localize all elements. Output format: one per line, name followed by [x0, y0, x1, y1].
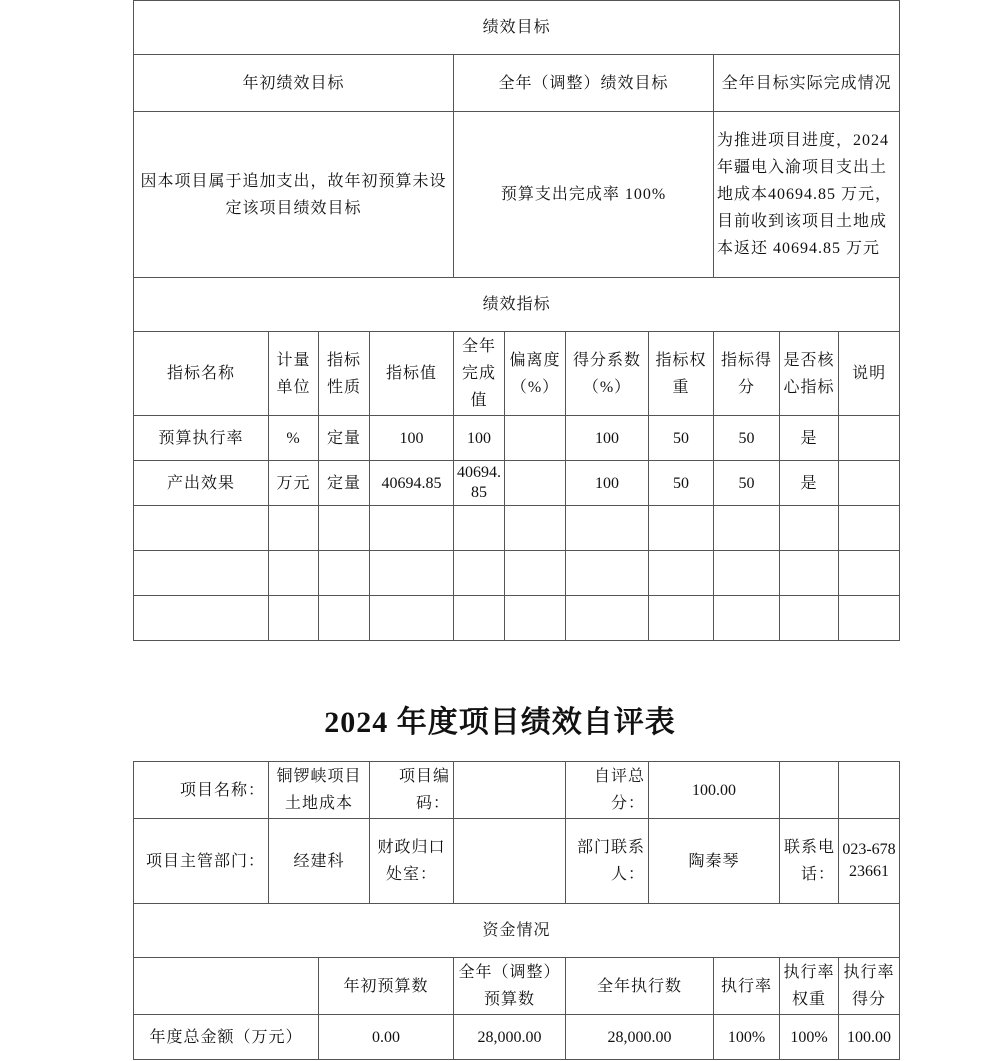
funds-row	[134, 1015, 900, 1060]
contact-label: 部门联系人：	[566, 819, 649, 904]
indicators-section-title: 绩效指标	[134, 278, 900, 332]
funds-header: 全年（调整）预算数	[454, 958, 566, 1015]
indicator-cell: 40694.85	[370, 461, 454, 506]
indicator-cell: %	[269, 416, 319, 461]
goals-initial-text: 因本项目属于追加支出，故年初预算未设定该项目绩效目标	[134, 112, 454, 278]
project-code-label: 项目编码：	[370, 762, 454, 819]
project-name-label: 项目名称：	[134, 762, 269, 819]
indicator-cell: 50	[649, 461, 714, 506]
phone-value: 023-67823661	[839, 819, 900, 904]
indicator-cell: 万元	[269, 461, 319, 506]
indicator-cell: 100	[566, 461, 649, 506]
indicator-row-empty	[134, 506, 900, 551]
contact-value: 陶秦琴	[649, 819, 780, 904]
indicator-cell: 100	[370, 416, 454, 461]
funds-header: 执行率	[714, 958, 780, 1015]
indicator-cell	[839, 416, 900, 461]
funds-cell: 100%	[780, 1015, 839, 1060]
indicator-cell	[505, 461, 566, 506]
finance-office-label: 财政归口处室：	[370, 819, 454, 904]
goals-header-adjusted: 全年（调整）绩效目标	[454, 55, 714, 112]
funds-cell: 100%	[714, 1015, 780, 1060]
goals-header-initial: 年初绩效目标	[134, 55, 454, 112]
indicator-header: 得分系数（%）	[566, 332, 649, 416]
indicator-header: 计量单位	[269, 332, 319, 416]
empty-cell	[780, 762, 839, 819]
indicator-header: 指标值	[370, 332, 454, 416]
indicator-cell: 100	[454, 416, 505, 461]
performance-goals-table	[133, 0, 900, 641]
funds-cell: 28,000.00	[566, 1015, 714, 1060]
funds-cell: 0.00	[319, 1015, 454, 1060]
goals-adjusted-text: 预算支出完成率 100%	[454, 112, 714, 278]
score-value: 100.00	[649, 762, 780, 819]
indicator-header: 说明	[839, 332, 900, 416]
goals-actual-text: 为推进项目进度，2024 年疆电入渝项目支出土地成本40694.85 万元，目前收到该项目土地成本返还 40694.85 万元	[714, 112, 900, 278]
project-code-value	[454, 762, 566, 819]
indicator-row	[134, 461, 900, 506]
indicator-header: 指标权重	[649, 332, 714, 416]
indicator-cell: 定量	[319, 416, 370, 461]
indicator-header: 全年完成值	[454, 332, 505, 416]
indicator-cell	[839, 461, 900, 506]
indicator-cell: 50	[714, 461, 780, 506]
indicator-cell: 预算执行率	[134, 416, 269, 461]
indicator-row-empty	[134, 551, 900, 596]
indicator-header: 指标名称	[134, 332, 269, 416]
empty-cell	[839, 762, 900, 819]
dept-label: 项目主管部门：	[134, 819, 269, 904]
funds-cell: 100.00	[839, 1015, 900, 1060]
funds-cell: 年度总金额（万元）	[134, 1015, 319, 1060]
funds-section-title: 资金情况	[134, 904, 900, 958]
report-title: 2024 年度项目绩效自评表	[324, 706, 676, 739]
indicator-row-empty	[134, 596, 900, 641]
funds-header: 年初预算数	[319, 958, 454, 1015]
phone-label: 联系电话：	[780, 819, 839, 904]
indicator-cell: 50	[714, 416, 780, 461]
funds-cell: 28,000.00	[454, 1015, 566, 1060]
indicator-cell: 50	[649, 416, 714, 461]
indicator-cell: 是	[780, 416, 839, 461]
finance-office-value	[454, 819, 566, 904]
indicator-header: 指标性质	[319, 332, 370, 416]
indicator-header: 偏离度（%）	[505, 332, 566, 416]
dept-value: 经建科	[269, 819, 370, 904]
indicator-cell	[505, 416, 566, 461]
indicator-cell: 是	[780, 461, 839, 506]
indicator-header: 是否核心指标	[780, 332, 839, 416]
indicator-cell: 100	[566, 416, 649, 461]
goals-section-title: 绩效目标	[134, 1, 900, 55]
indicator-row	[134, 416, 900, 461]
score-label: 自评总分：	[566, 762, 649, 819]
project-name-value: 铜锣峡项目土地成本	[269, 762, 370, 819]
indicator-cell: 40694.85	[454, 461, 505, 506]
indicator-header: 指标得分	[714, 332, 780, 416]
indicator-cell: 产出效果	[134, 461, 269, 506]
goals-header-actual: 全年目标实际完成情况	[714, 55, 900, 112]
indicator-cell: 定量	[319, 461, 370, 506]
funds-header: 执行率得分	[839, 958, 900, 1015]
funds-header: 执行率权重	[780, 958, 839, 1015]
funds-header	[134, 958, 319, 1015]
funds-header: 全年执行数	[566, 958, 714, 1015]
self-evaluation-table	[133, 761, 900, 1060]
